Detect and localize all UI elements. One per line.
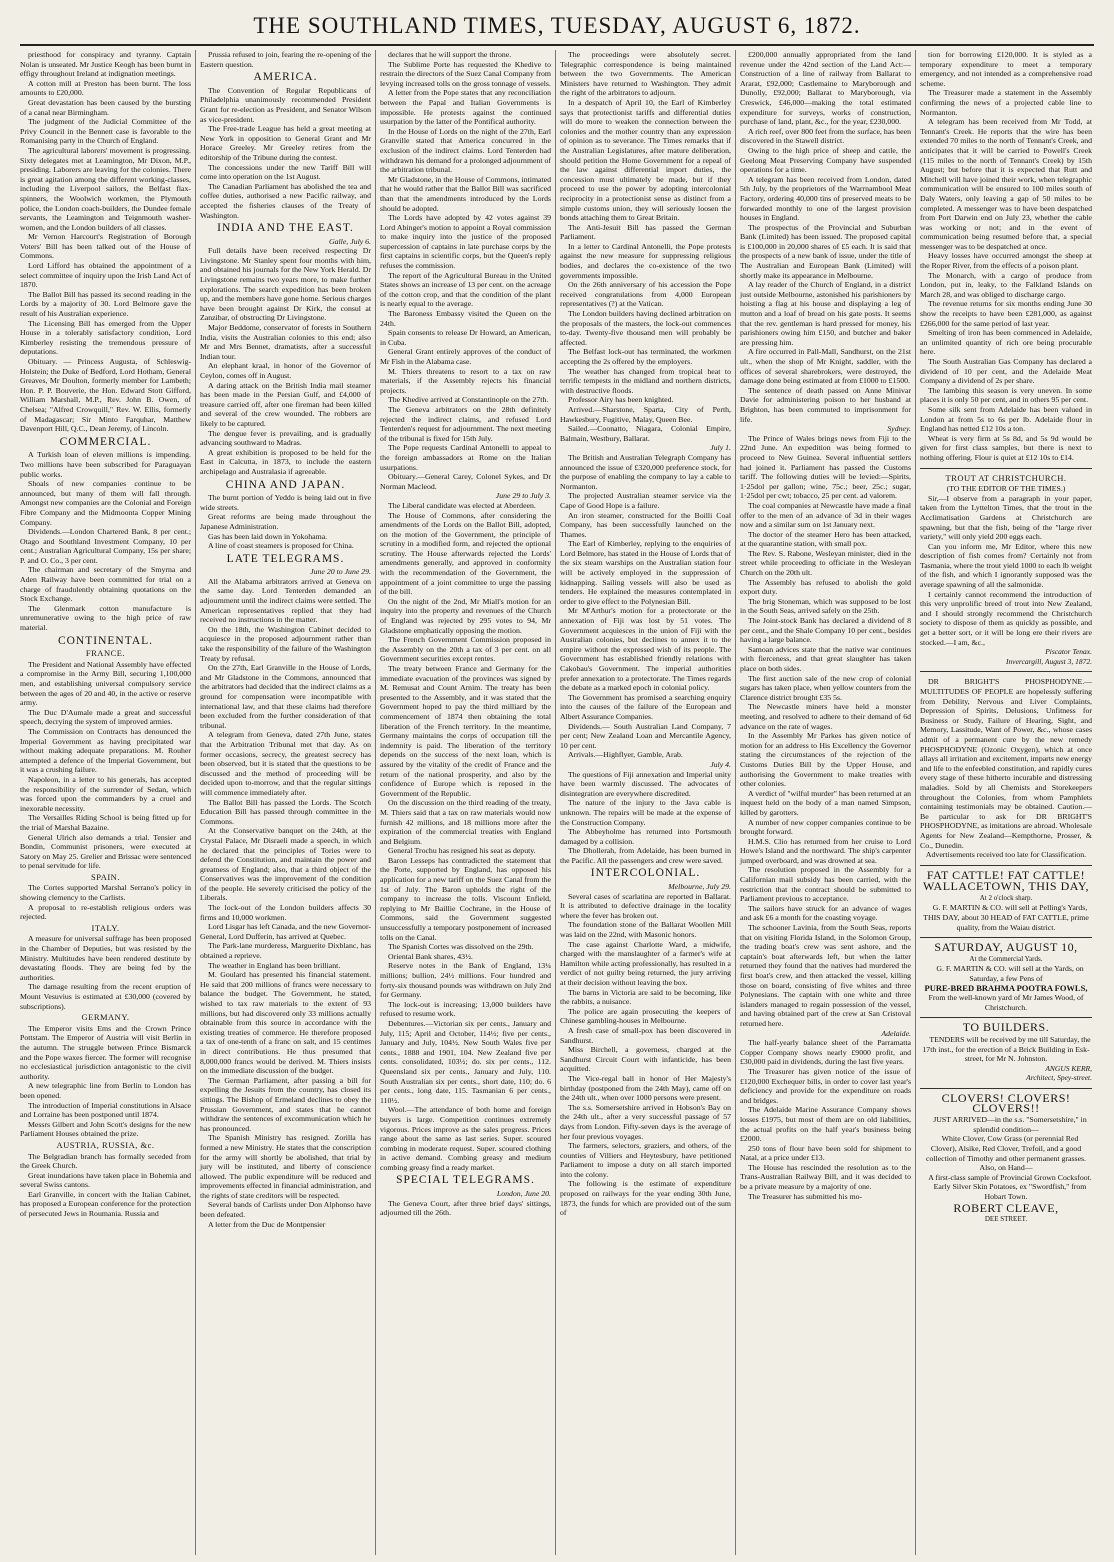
ad-time: At 2 o'clock sharp.	[979, 893, 1033, 902]
paragraph: The Earl of Kimberley, replying to the enquiries of Lord Belmore, has stated in the House of Lords that of the six steam warships on the Australian station four will be actively employed in the suppression of kidnapping. Sailing vessels will also be used as tenders. He explained the measures contemplated in order to give effect to the Polynesian Bill.	[560, 539, 731, 606]
paragraph: The Abbeyholme has returned into Portsmouth damaged by a collision.	[560, 827, 731, 846]
paragraph: All the Alabama arbitrators arrived at Geneva on the same day. Lord Tenterden demanded an adjournment until the indirect claims were settled. The American representatives replied that they had received no instructions in the matter.	[200, 576, 371, 625]
paragraph: The Vice-regal ball in honor of Her Majesty's birthday (postponed from the 24th May), came off on the 24th ult., when over 1000 persons were present.	[560, 1073, 731, 1103]
paragraph: Some silk sent from Adelaide has been valued in London at from 5s to 6s per lb. Adelaide flour in England has netted £12 10s a ton.	[920, 404, 1092, 434]
paragraph: I certainly cannot recommend the introduction of this very unprolific breed of trout into New Zealand, and I should strongly recommend the Christchurch society to dispose of them as quickly as possible, and get a better sort, or it will be long ere their rivers are stocked.—I am, &c.,	[920, 589, 1092, 647]
paragraph: Great reforms are being made throughout the Japanese Administration.	[200, 512, 371, 531]
ad-body: JUST ARRIVED—in the s.s. "Somersetshire," in splendid condition—	[933, 1115, 1087, 1134]
paragraph: Gas has been laid down in Yokohama.	[208, 531, 328, 541]
paragraph: The treaty between France and Germany for the immediate evacuation of the provinces was signed by M. Remusat and Count Arnim. The treaty has been presented to the Assembly, and it was stated that the Government hoped to pay the third milliard by the commencement of 1874 then obtaining the total liberation of the French territory. In the meantime, Germany maintains the corps of occupation till the indemnity is paid. The liberation of the territory depends on the success of the next loan, which is assured by the vitality of the credit of France and the return of the national prosperity, and also by the confidence of Europe which is reposed in the Government of the Republic.	[380, 664, 551, 798]
paragraph: The prospectus of the Provincial and Suburban Bank (Limited) has been issued. The proposed capital is £100,000 in 20,000 shares of £5 each. It is said that the prospects of a new bank of issue, under the title of The Australian and European Bank (Limited) will shortly make its appearance in Melbourne.	[740, 222, 911, 280]
letter-address: (TO THE EDITOR OF THE TIMES.)	[946, 484, 1066, 494]
paragraph: Professor Airy has been knighted.	[568, 395, 674, 405]
paragraph: M. Thiers threatens to resort to a tax on raw materials, if the Assembly rejects his financial projects.	[380, 366, 551, 395]
dateline: London, June 20.	[496, 1189, 551, 1199]
paragraph: General Ulrich also demands a trial. Tensier and Bondin, Communist prisoners, were executed at Satory on May 25. Grelier and Brissac were sentenced to penal servitude for life.	[20, 832, 191, 871]
subheading-germany: GERMANY.	[81, 1012, 130, 1023]
paragraph: The brig Stoneman, which was supposed to be lost in the South Seas, arrived safely on the 25th.	[740, 596, 911, 616]
section-heading-intercolonial: INTERCOLONIAL.	[590, 867, 701, 880]
ad-body: Early Silver Skin Potatoes, ex "Swordfish," from Hobart Town.	[933, 1182, 1087, 1201]
paragraph: Heavy losses have occurred amongst the sheep at the Roper River, from the effects of a poison plant.	[920, 251, 1092, 271]
paragraph: The Pope requests Cardinal Antonelli to appeal to the foreign ambassadors at Rome on the Italian usurpations.	[380, 443, 551, 472]
paragraph: Samoan advices state that the native war continues with fierceness, and that great slaughter has taken place on both sides.	[740, 644, 911, 673]
paragraph: The Sublime Porte has requested the Khedive to restrain the directors of the Suez Canal Company from levying increased tolls on the gross tonnage of vessels.	[380, 59, 551, 88]
paragraph: A verdict of "wilful murder" has been returned at an inquest held on the body of a man named Simpson, killed by garotters.	[740, 788, 911, 817]
subheading-france: FRANCE.	[85, 648, 126, 659]
paragraph: Major Beddome, conservator of forests in Southern India, visits the Australian colonies to this end; also Mr and Mrs Bennet, dramatists, after a successful Indian tour.	[200, 323, 371, 361]
paragraph: The weather has changed from tropical heat to terrific tempests in the midland and northern districts, with destructive floods.	[560, 366, 731, 395]
columns	[16, 50, 1098, 1555]
paragraph: The sailors have struck for an advance of wages and ask £6 a month for the coasting voyage.	[740, 903, 911, 923]
paragraph: Mr M'Arthur's motion for a protectorate or the annexation of Fiji was lost by 51 votes. The Government acquiesces in the union of Fiji with the Australian colonies, but declines to annex it to the empire without the expressed wish of its people. The Government has established friendly relations with Cakobau's Government. The imperial authorities prefer annexation to a protectorate. The Times regards the debate as a marked epoch in colonial policy.	[560, 606, 731, 693]
paragraph: Sailed.—Coonatto, Niagara, Colonial Empire, Balmain, Westbury, Ballarat.	[560, 424, 731, 443]
section-heading-special-telegrams: SPECIAL TELEGRAMS.	[396, 1174, 535, 1187]
paragraph: Lord Lisgar has left Canada, and the new Governor-General, Lord Dufferin, has arrived at Quebec.	[200, 922, 371, 941]
paragraph: Dividends.— South Australian Land Company, 7 per cent; New Zealand Loan and Mercantile Agency, 10 per cent.	[560, 721, 731, 750]
masthead: THE SOUTHLAND TIMES, TUESDAY, AUGUST 6, 1872.	[20, 10, 1094, 46]
paragraph: At the Conservative banquet on the 24th, at the Crystal Palace, Mr Disraeli made a speech, in which he declared that the principles of Tories were to defend the Constitution, and maintain the power and greatness of England; also, that a third object of the Conservatives was the improvement of the condition of the people. He severely criticised the policy of the Liberals.	[200, 826, 371, 903]
paragraph: Great devastation has been caused by the bursting of a canal near Birmingham.	[20, 97, 191, 117]
paragraph: The lambing this season is very uneven. In some places it is only 50 per cent, and in others 95 per cent.	[920, 385, 1092, 405]
paragraph: The first auction sale of the new crop of colonial sugars has taken place, when yellow counters from the Clarence district brought £35 5s.	[740, 673, 911, 702]
subheading-austria: AUSTRIA, RUSSIA, &c.	[56, 1139, 155, 1150]
paragraph: The damage resulting from the recent eruption of Mount Vesuvius is estimated at £30,000 (covered by subscriptions).	[20, 982, 191, 1011]
paragraph: The Duc D'Aumale made a great and successful speech, decrying the system of improved armies.	[20, 707, 191, 727]
paragraph: The House has rescinded the resolution as to the Trans-Australian Railway Bill, and it was decided to be a private measure by a majority of one.	[740, 1162, 911, 1192]
paragraph: The Commission on Contracts has denounced the Imperial Government as having precipitated war without making adequate preparations. M. Rouher attempted a defence of the Imperial Government, but it was a crushing failure.	[20, 726, 191, 775]
paragraph: Sir,—I observe from a paragraph in your paper, taken from the Lyttelton Times, that the trout in the Acclimatisation Gardens at Christchurch are spawning, but that the fish, being of the "large river variety," will only yield 200 eggs each.	[920, 493, 1092, 542]
divider	[920, 1088, 1092, 1089]
dateline: June 29 to July 3.	[495, 491, 551, 501]
paragraph: Arrived.—Sharstone, Sparta, City of Perth, Hawkesbury, Fugitive, Malay, Queen Bee.	[560, 404, 731, 424]
paragraph: The Geneva arbitrators on the 28th definitely rejected the indirect claims, and refused Lord Tenterden's request for adjournment. The next meeting of the tribunal is fixed for 15th July.	[380, 404, 551, 443]
paragraph: A Turkish loan of eleven millions is impending. Two millions have been subscribed for Paraguayan public works.	[20, 450, 191, 479]
paragraph: The Lords have adopted by 42 votes against 39 Lord Abinger's motion to appoint a Royal commission to make inquiry into the justice of the proposed supercession of captains in late purchase corps by the first captains in scientific corps, but the Queen's reply refuses the commission.	[380, 213, 551, 271]
paragraph: The Rev. S. Rabone, Wesleyan minister, died in the street while proceeding to officiate in the Wesleyan Church on the 20th ult.	[740, 548, 911, 578]
paragraph: The Cortes supported Marshal Serrano's policy in showing clemency to the Carlists.	[20, 883, 191, 903]
paragraph: Shoals of new companies continue to be announced, but many of them will fall through. Amongst new companies are the Colonial and Foreign Fibre Company and the Midmoonta Copper Mining Company.	[20, 479, 191, 527]
paragraph: A fresh case of small-pox has been discovered in Sandhurst.	[560, 1025, 731, 1045]
paragraph: The London builders having declined arbitration on the proposals of the masters, the lock-out commences to-day. Twenty-five thousand men will probably be affected.	[560, 309, 731, 347]
ad-body: A first-class sample of Provincial Grown Cocksfoot.	[928, 1172, 1092, 1182]
ad-title: CLOVERS! CLOVERS! CLOVERS!!	[941, 1090, 1071, 1115]
column-5	[736, 50, 916, 1555]
ad-body: Also, on Hand—	[979, 1163, 1033, 1173]
paragraph: A letter from the Duc de Montpensier	[208, 1219, 326, 1229]
paragraph: The report of the Agricultural Bureau in the United States shows an increase of 13 per cent. on the acreage of the cotton crop, and that the condition of the plant is nearly equal to the average.	[380, 270, 551, 309]
paragraph: A great exhibition is proposed to be held for the East in Calcutta, in 1873, to include the eastern archipelago and Australasia if agreeable.	[200, 447, 371, 476]
paragraph: The Joint-stock Bank has declared a dividend of 8 per cent., and the Shale Company 10 per cent., besides having a large balance.	[740, 616, 911, 645]
paragraph: On the 27th, Earl Granville in the House of Lords, and Mr Gladstone in the Commons, announced that the arbitrators had decided that the indirect claims as a ground for compensation were incompatible with international law, and that these claims had therefore been excluded from the further consideration of that tribunal.	[200, 663, 371, 730]
paragraph: On the 18th, the Washington Cabinet decided to acquiesce in the proposed adjournment rather than take the responsibility of the failure of the Washington Treaty by refusal.	[200, 624, 371, 663]
dateline: Sydney.	[887, 424, 911, 434]
paragraph: The agricultural laborers' movement is progressing. Sixty delegates met at Leamington, Mr Dixon, M.P., presiding. Laborers are leaving for the colonies. There is great agitation among the different working-classes, including the Liverpool sailors, the Belfast flax-spinners, the Woolwich workmen, the Plymouth police, the London coach-builders, the Dundee female servants, the Leamington and Teignmouth washer-women, and the London builders of all classes.	[20, 145, 191, 232]
subheading-spain: SPAIN.	[91, 871, 120, 882]
ad-signature: ROBERT CLEAVE,	[953, 1200, 1059, 1215]
paragraph: A rich reef, over 800 feet from the surface, has been discovered in the Stawell district.	[740, 126, 911, 146]
ad-title: FAT CATTLE! FAT CATTLE!	[926, 867, 1086, 882]
paragraph: On the discussion on the third reading of the treaty, M. Thiers said that a tax on raw materials would now furnish 42 millions, and 18 millions more after the expiration of the commercial treaties with England and Belgium.	[380, 798, 551, 846]
paragraph: The Adelaide Marine Assurance Company shows losses £1975, but most of them are on old liabilities, the actual profits on the half year's business being £2000.	[740, 1105, 911, 1144]
paragraph: The introduction of Imperial constitutions in Alsace and Lorraine has been postponed until 1874.	[20, 1100, 191, 1120]
paragraph: Napoleon, in a letter to his generals, has accepted the responsibility of the surrender of Sedan, which was forced upon the commanders by a cruel and inexorable necessity.	[20, 774, 191, 813]
paragraph: A proposal to re-establish religious orders was rejected.	[20, 902, 191, 922]
paragraph: Earl Granville, in concert with the Italian Cabinet, has proposed a European conference for the protection of persecuted Jews in Roumania. Russia and	[20, 1189, 191, 1219]
paragraph: The Licensing Bill has emerged from the Upper House in a tolerably satisfactory condition, Lord Kimberley resisting the tremendous pressure of deputations.	[20, 318, 191, 357]
advertisement-fowls	[920, 940, 1092, 1012]
paragraph: M. Goulard has presented his financial statement. He said that 200 millions of francs were necessary to balance the budget. The Government, he stated, wished to tax raw materials to the extent of 93 millions, but had discovered only 33 millions actually obtainable from this source in accordance with the existing treaties of commerce. He therefore proposed a tax of one-tenth of a franc on salt, and 15 centimes in direct contributions. He thus presumed that 8,000,000 francs would be derived. M. Thiers insists on the immediate discussion of the budget.	[200, 970, 371, 1076]
paragraph: The half-yearly balance sheet of the Parramatta Copper Company shows nearly £9000 profit, and £30,000 paid in dividends, during the last five years.	[740, 1038, 911, 1067]
dateline: Galle, July 6.	[328, 236, 371, 246]
paragraph: Mr Vernon Harcourt's Registration of Borough Voters' Bill has been talked out of the House of Commons.	[20, 232, 191, 261]
paragraph: The Belgradian branch has formally seceded from the Greek Church.	[20, 1151, 191, 1171]
ad-body: G. F. MARTIN & CO. will sell at the Yards, on Saturday, a few Pens of	[936, 964, 1084, 984]
column-6	[916, 50, 1096, 1555]
paragraph: The House of Commons, after considering the amendments of the Lords on the Ballot Bill, adopted, on the motion of the Government, the principle of scrutiny in a modified form, and rejected the optional scrutiny. The House afterwards rejected the Lords' amendments generally, and approved in conformity with the recommendation of the Government, the appointment of a joint committee to urge the passing of the bill.	[380, 510, 551, 597]
paragraph: General Grant entirely approves of the conduct of Mr Fish in the Alabama case.	[380, 347, 551, 366]
dateline: June 20 to June 29.	[310, 567, 371, 577]
paragraph: Reserve notes in the Bank of England, 13¼ millions; bullion, 24½ millions. Four hundred and forty-six thousand pounds was withdrawn on July 2nd for Germany.	[380, 961, 551, 1000]
paragraph: The coal companies at Newcastle have made a final offer to the men of an advance of 3d in their wages now and a similar sum on 1st January next.	[740, 500, 911, 530]
paragraph: The Versailles Riding School is being fitted up for the trial of Marshal Bazaine.	[20, 813, 191, 832]
paragraph: The British and Australian Telegraph Company has announced the issue of £320,000 preference stock, for the purpose of enabling the company to lay a cable to Normanton.	[560, 452, 731, 491]
section-heading-late-telegrams: LATE TELEGRAMS.	[226, 552, 345, 565]
paragraph: The judgment of the Judicial Committee of the Privy Council in the Bennett case is favorable to the Romanising party in the Church of England.	[20, 117, 191, 146]
advertisement-phosphodyne: DR BRIGHT'S PHOSPHODYNE.—MULTITUDES OF PEOPLE are hopelessly suffering from Debility, Nervous and Liver Complaints, Depression of Spirits, Delusions, Unfitness for Business or Study, Failure of Hearing, Sight, and Memory, Lassitude, Want of Power, &c., whose cases admit of a permanent cure by the new remedy PHOSPHODYNE (Ozonic Oxygen), which at once allays all irritation and excitement, imparts new energy and life to the enfeebled constitution, and rapidly cures every stage of these hitherto incurable and distressing maladies. Sold by all Chemists and Storekeepers throughout the Colonies, from whom Pamphlets containing testimonials may be obtained. Caution.—Be particular to ask for DR BRIGHT'S PHOSPHODYNE, as imitations are abroad. Wholesale Agents for New Zealand—Kempthorne, Prosser, & Co., Dunedin.	[920, 677, 1093, 850]
paragraph: A daring attack on the British India mail steamer has been made in the Persian Gulf, and £4,000 of treasure carried off, after one fireman had been killed and several of the crew wounded. The robbers are likely to be captured.	[200, 380, 371, 428]
ad-body: TENDERS will be received by me till Saturday, the 17th inst., for the erection of a Brick Building in Esk-street, for Mr N. Johnston.	[922, 1035, 1091, 1064]
paragraph: The dengue fever is prevailing, and is gradually advancing southward to Madras.	[200, 428, 371, 448]
letter-date: Invercargill, August 3, 1872.	[1006, 656, 1092, 666]
paragraph: A lay reader of the Church of England, in a district just outside Melbourne, astonished his parishioners by hoisting a flag at his house and displaying a leg of mutton and a loaf of bread on his gate posts. It seems that the rev. gentleman is hard pressed for money, his parishioners owing him £150, and butcher and baker are pressing him.	[740, 280, 911, 347]
paragraph: Dividends.—London Chartered Bank, 8 per cent.; Otago and Southland Investment Company, 10 per cent.; Australian Agricultural Company, 15s per share; P. and O. Co., 3 per cent.	[20, 527, 191, 565]
paragraph: The burnt portion of Yeddo is being laid out in five wide streets.	[200, 493, 371, 512]
paragraph: priesthood for conspiracy and tyranny. Captain Nolan is unseated. Mr Justice Keogh has been burnt in effigy throughout Ireland at indignation meetings.	[20, 50, 191, 79]
paragraph: Great inundations have taken place in Bohemia and several Swiss cantons.	[20, 1170, 191, 1190]
paragraph: Wheat is very firm at 5s 8d, and 5s 9d would be given for first class samples, but there is next to nothing offering. Flour is quiet at £12 10s to £14.	[920, 433, 1092, 462]
paragraph: Full details have been received respecting Dr Livingstone. Mr Stanley spent four months with him, and obtained his journals for the New York Herald. Dr Livingstone remains two years more, to make further explorations. The search expedition has been broken up, and the members have gone home. Serious charges have been brought against Dr Kirk, the consul at Zanzibar, of obstructing Dr Livingstone.	[200, 246, 371, 323]
paragraph: The case against Charlotte Ward, a midwife, charged with the manslaughter of a farmer's wife at Hamilton while acting professionally, has resulted in a verdict of not guilty being returned, the jury arriving at their decision without leaving the box.	[560, 939, 731, 987]
paragraph: The chairman and secretary of the Smyrna and Aden Railway have been committed for trial on a charge of fraudulently obtaining quotations on the Stock Exchange.	[20, 565, 191, 604]
paragraph: The Belfast lock-out has terminated, the workmen accepting the 2s offered by the employers.	[560, 347, 731, 366]
paragraph: Obituary. — Princess Augusta, of Schleswig-Holstein; the Duke of Bedford, Lord Hotham, General Greaves, Mr Doulton, formerly member for Lambeth; Hon. P. P. Bouverie, the Hon. Edward Stott Gifford, William Marshall, M.P., Rev. John B. Owen, of Chelsea; "Alfred Crowquill," Rev. W. Ellis, formerly of Madagascar; Sir Minto Farquhar, Matthew Davenport Hill, Q.C., Dean Jeremy, of Lincoln.	[20, 357, 191, 434]
paragraph: On the night of the 2nd, Mr Miall's motion for an inquiry into the property and revenues of the Church of England was rejected by 295 votes to 94, Mr Gladstone emphatically opposing the motion.	[380, 596, 551, 635]
paragraph: The resolution proposed in the Assembly for a Californian mail subsidy has been carried, with the restriction that the contract should be submitted to Parliament previous to acceptance.	[740, 865, 911, 904]
paragraph: The projected Australian steamer service via the Cape of Good Hope is a failure.	[560, 491, 731, 510]
paragraph: The Newcastle miners have held a monster meeting, and resolved to adhere to their demand of 6d advance on the rate of wages.	[740, 702, 911, 731]
paragraph: Prussia refused to join, fearing the re-opening of the Eastern question.	[200, 50, 371, 69]
paragraph: Baron Lesseps has contradicted the statement that the Porte, supported by England, has opposed his application for a new tariff on the Suez Canal from the 1st of July. The Baron upholds the right of the company to increase the tolls. Viscount Enfield, replying to Mr Baillie Cochrane, in the House of Commons, said the Government suggested unsuccessfully a temporary postponement of increased tolls on the Canal.	[380, 855, 551, 942]
paragraph: Mr Gladstone, in the House of Commons, intimated that he would rather that the Ballot Bill was sacrificed than that the amendments introduced by the Lords should be adopted.	[380, 174, 551, 213]
ad-highlight: PURE-BRED BRAHMA POOTRA FOWLS,	[924, 982, 1088, 993]
dateline: July 1.	[710, 443, 731, 453]
paragraph: The Glenmark cotton manufacture is unremunerative owing to the high price of raw material.	[20, 603, 191, 633]
paragraph: declares that he will support the throne.	[388, 50, 512, 59]
paragraph: In a despatch of April 10, the Earl of Kimberley says that protectionist tariffs and differential duties will do more to weaken the connection between the colonies and the mother country than any expression of opinion as to severance. The Times remarks that if the Australian Legislatures, after mature deliberation, should petition the Home Government for a repeal of the law against differential import duties, the concession must ultimately be made, but if they proceed to use the power by adopting intercolonial reciprocity in a protectionist sense as distinct from a simple customs union, they will seriously loosen the bonds attaching them to Great Britain.	[560, 97, 731, 223]
ad-title: SATURDAY, AUGUST 10,	[934, 940, 1078, 955]
paragraph: The foundation stone of the Ballarat Woollen Mill was laid on the 22nd, with Masonic honors.	[560, 920, 731, 940]
paragraph: Obituary.—General Carey, Colonel Sykes, and Dr Norman Macleod.	[380, 472, 551, 491]
dateline: Melbourne, July 29.	[668, 882, 731, 892]
paragraph: An iron steamer, constructed for the Boilli Coal Company, has been successfully launched on the Thames.	[560, 510, 731, 539]
paragraph: The farmers, selectors, graziers, and others, of the counties of Villiers and Heytesbury, have petitioned Parliament to impose a duty on all starch imported into the colony.	[560, 1141, 731, 1179]
ad-title: TO BUILDERS.	[962, 1020, 1050, 1035]
paragraph: The Spanish Ministry has resigned. Zorilla has formed a new Ministry. He states that the conscription for the army will shortly be abolished, that trial by jury will be instituted, and liberty of conscience allowed. The public expenditure will be reduced and improvements effected in financial administration, and the rights of state creditors will be respected.	[200, 1133, 371, 1200]
paragraph: The Treasurer has given notice of the issue of £120,000 Exchequer bills, in order to cover last year's deficiency and provide for the expenditure on roads and bridges.	[740, 1066, 911, 1105]
paragraph: The Spanish Cortes was dissolved on the 29th.	[388, 942, 534, 952]
paragraph: The President and National Assembly have effected a compromise in the Army Bill, securing 1,100,000 men, and establishing universal compulsory service between the ages of 20 and 40, in the active or reserve army.	[20, 659, 191, 708]
ad-tail: From the well-known yard of Mr James Wood, of Christchurch.	[928, 993, 1084, 1012]
ad-signature: ANGUS KERR,	[1045, 1063, 1092, 1073]
section-heading-america: AMERICA.	[253, 71, 318, 84]
paragraph: A number of new copper companies continue to be brought forward.	[740, 817, 911, 837]
paragraph: A fire occurred in Pall-Mall, Sandhurst, on the 21st ult., when the shop of Mr Knight, saddler, with the offices of several sharebrokers, were destroyed, the damage done being estimated at from £1000 to £1500.	[740, 347, 911, 386]
dateline: July 4.	[710, 759, 731, 769]
paragraph: The nature of the injury to the Java cable is unknown. The repairs will be made at the expense of the Construction Company.	[560, 798, 731, 827]
section-heading-continental: CONTINENTAL.	[57, 634, 154, 647]
paragraph: Can you inform me, Mr Editor, where this new description of fish comes from? Certainly not from Tasmania, where the trout yield 1000 to each lb weight of the fish, and which I ignorantly supposed was the average spawning of all the salmonidæ.	[920, 541, 1092, 590]
paragraph: The questions of Fiji annexation and Imperial unity have been warmly discussed. The advocates of disintegration are everywhere discredited.	[560, 769, 731, 798]
paragraph: An elephant kraal, in honor of the Governor of Ceylon, comes off in August.	[200, 361, 371, 380]
paragraph: The Geneva Court, after three brief days' sittings, adjourned till the 26th.	[380, 1198, 551, 1218]
paragraph: In a letter to Cardinal Antonelli, the Pope protests against the new measure for suppressing religious bodies, and declares the co-existence of the two governments impossible.	[560, 241, 731, 280]
advertisement-builders	[920, 1020, 1092, 1083]
paragraph: The Government has promised a searching enquiry into the causes of the failure of the European and Albert Assurance Companies.	[560, 692, 731, 721]
paragraph: The Dhollerah, from Adelaide, has been burned in the Pacific. All the passengers and crew were saved.	[560, 846, 731, 865]
paragraph: The police are again prosecuting the keepers of Chinese gambling-houses in Melbourne.	[560, 1006, 731, 1026]
section-heading-india: INDIA AND THE EAST.	[217, 222, 354, 235]
paragraph: The s.s. Somersetshire arrived in Hobson's Bay on the 24th ult., after a very successful passage of 57 days from London. Fifty-seven days is the average of her four previous voyages.	[560, 1102, 731, 1141]
paragraph: The Ballot Bill has passed its second reading in the Lords by a majority of 30. Lord Belmore gave the result of his Australian experience.	[20, 289, 191, 319]
paragraph: 250 tons of flour have been sold for shipment to Natal, at a price under £13.	[740, 1143, 911, 1163]
paragraph: A new telegraphic line from Berlin to London has been opened.	[20, 1081, 191, 1100]
paragraph: The concessions under the new Tariff Bill will come into operation on the 1st August.	[200, 162, 371, 182]
ad-body: White Clover, Cow Grass (or perennial Red Clover), Alsike, Red Clover, Trefoil, and a good collection of Timothy and other permanent grasses.	[925, 1134, 1087, 1163]
letter-signature: Piscator Tenax.	[1045, 647, 1092, 657]
paragraph: The Khedive arrived at Constantinople on the 27th.	[388, 395, 549, 405]
paragraph: The Prince of Wales brings news from Fiji to the 22nd June. An expedition was being formed to proceed to New Guinea. Several influential settlers had joined it. Parliament has passed the Customs tariff. The following duties will be levied:—Spirits, 1·25dol per gallon; wine, 75c.; beer, 25c.; sugar, 1·25dol per cwt; tobacco, 25 per cent. ad valorem.	[740, 433, 911, 501]
paragraph: On the 26th anniversary of his accession the Pope received congratulations from 4,000 European representatives (?) at the Vatican.	[560, 280, 731, 309]
paragraph: Wool.—The attendance of both home and foreign buyers is large. Competition continues extremely vigorous. Prices improve as the sales progress. Prices range about the same as last series. Super. scoured combing in moderate request. Super. scoured clothing in active demand. Combing greasy and medium combing greasy find a ready market.	[380, 1105, 551, 1172]
paragraph: Arrivals.—Highflyer, Gamble, Arab.	[568, 750, 683, 760]
section-heading-china: CHINA AND JAPAN.	[225, 478, 346, 491]
paragraph: Miss Birchell, a governess, charged at the Sandhurst Circuit Court with infanticide, has been acquitted.	[560, 1045, 731, 1074]
paragraph: Debentures.—Victorian six per cents., January and July, 115; April and October, 114½; five per cents., January and July, 104½. New South Wales five per cents., 1888 and 1901, 104. New Zealand five per cents. consolidated, 103½; do. six per cents., 112. Queensland six per cents., January and July, 110. South Australian six per cents., short date, 110; do. 6 per cents., long date, 115. Tasmanian 6 per cents., 110½.	[380, 1018, 551, 1105]
column-3	[376, 50, 556, 1555]
column-4	[556, 50, 736, 1555]
paragraph: The Treasurer made a statement in the Assembly confirming the news of a projected cable line to Normanton.	[920, 88, 1092, 117]
paragraph: A telegram from Geneva, dated 27th June, states that the Arbitration Tribunal met that day. As on former occasions, secrecy, the greatest secrecy has been observed, but it is stated that the questions to be discussed and the method of proceeding will be decided upon to-morrow, and that the regular sittings will commence immediately after.	[200, 730, 371, 797]
paragraph: The Anti-Jesuit Bill has passed the German Parliament.	[560, 222, 731, 242]
section-heading-trout: TROUT AT CHRISTCHURCH.	[945, 472, 1067, 483]
paragraph: £200,000 annually appropriated from the land revenue under the 42nd section of the Land Act:—Construction of a line of railway from Ballarat to Ararat, £92,000; Castlemaine to Maryborough and Dunolly, £92,000; Ballarat to Maryborough, via Creswick, £46,000—making the total estimated expenditure for surveys, works of construction, purchase of land, plant, &c., for the year, £230,000.	[740, 50, 911, 127]
paragraph: The Park-lane murderess, Marguerite Dixblanc, has obtained a reprieve.	[200, 941, 371, 961]
paragraph: The French Government Commission proposed in the Assembly on the 20th a tax of 3 per cent. on all Government securities except rentes.	[380, 635, 551, 664]
paragraph: A measure for universal suffrage has been proposed in the Chamber of Deputies, but was resisted by the Ministry. Multitudes have been rendered destitute by devastating floods. They are being fed by the authorities.	[20, 934, 191, 982]
paragraph: A letter from the Pope states that any reconciliation between the Papal and Italian Governments is impossible. He protests against the continued usurpation by the latter of the Pontifical authority.	[380, 88, 551, 127]
paragraph: The barns in Victoria are said to be becoming, like the rabbits, a nuisance.	[560, 987, 731, 1007]
paragraph: The Canadian Parliament has abolished the tea and coffee duties, authorised a new Pacific railway, and accepted the fisheries clauses of the Treaty of Washington.	[200, 181, 371, 220]
paragraph: The lock-out is increasing; 13,000 builders have refused to resume work.	[380, 999, 551, 1019]
paragraph: The lock-out of the London builders affects 30 firms and 10,000 workmen.	[200, 903, 371, 922]
ad-signature-title: Architect, Spey-street.	[1026, 1073, 1092, 1083]
paragraph: Several cases of scarlatina are reported in Ballarat. It is attributed to defective drainage in the locality where the fever has broken out.	[560, 891, 731, 920]
paragraph: In the House of Lords on the night of the 27th, Earl Granville stated that America concurred in the exclusion of the indirect claims. Lord Tenterden had withdrawn his demand for a prolonged adjournment of the arbitration tribunal.	[380, 126, 551, 175]
paragraph: The Assembly has refused to abolish the gold export duty.	[740, 577, 911, 597]
paragraph: A telegram has been received from Mr Todd, at Tennant's Creek. He reports that the wire has been extended 70 miles to the north of Tennant's Creek, and anticipates that it will be carried to Powell's Creek (115 miles to the north of Tennant's Creek) by 15th August; but before that it is expected that Rutt and Mitchell will have joined their work, when telegraphic communication will be ensured to 100 miles south of Daly Waters, only leaving a gap of 50 miles to be completed. A messenger was to have been despatched from Port Darwin end on July 23, whether the cable was working or not; and in the event of communication being resumed before that, a special messenger was to be despatched at once.	[920, 117, 1092, 251]
divider	[920, 865, 1092, 866]
advertisement-clovers	[920, 1090, 1092, 1225]
paragraph: H.M.S. Clio has returned from her cruise to Lord Howe's Island and the northward. The ship's carpenter jumped overboard, and was drowned at sea.	[740, 836, 911, 865]
paragraph: A line of coast steamers is proposed for China.	[208, 541, 354, 551]
dateline: Adelaide.	[881, 1028, 911, 1038]
subheading-italy: ITALY.	[91, 922, 120, 933]
ad-subtitle: At the Commercial Yards.	[969, 954, 1043, 963]
paragraph: Spain consents to release Dr Howard, an American, in Cuba.	[380, 328, 551, 347]
paragraph: A cotton mill at Preston has been burnt. The loss amounts to £20,000.	[20, 78, 191, 98]
paragraph: Oriental Bank shares, 43½.	[388, 951, 473, 961]
paragraph: General Trochu has resigned his seat as deputy.	[388, 846, 536, 856]
paragraph: The South Australian Gas Company has declared a dividend of 10 per cent, and the Adelaide Meat Company a dividend of 2s per share.	[920, 357, 1092, 386]
column-1	[16, 50, 196, 1555]
paragraph: The Emperor visits Ems and the Crown Prince Pottstam. The Emperor of Austria will visit Berlin in the autumn. The struggle between Prince Bismarck and the Pope waxes fiercer. The former will recognise no ecclesiastical jurisdiction antagonistic to the civil authority.	[20, 1023, 191, 1081]
paragraph: The Monarch, with a cargo of produce from London, put in, leaky, to the Falkland Islands on March 28, and was obliged to discharge cargo.	[920, 270, 1092, 299]
paragraph: The revenue returns for six months ending June 30 show the receipts to have been £281,000, as against £266,000 for the same period of last year.	[920, 299, 1092, 328]
paragraph: Messrs Gilbert and John Scott's designs for the new Parliament Houses obtained the prize.	[20, 1119, 191, 1139]
paragraph: The Convention of Regular Republicans of Philadelphia unanimously recommended President Grant for re-election as President, and Senator Wilson as vice-president.	[200, 85, 371, 124]
paragraph: The Baroness Embassy visited the Queen on the 24th.	[380, 309, 551, 328]
paragraph: The weather in England has been brilliant.	[208, 960, 341, 970]
paragraph: Several bands of Carlists under Don Alphonso have been defeated.	[200, 1200, 371, 1220]
ad-address: DEE STREET.	[984, 1215, 1028, 1224]
paragraph: The following is the estimate of expenditure proposed on railways for the year ending 30th June, 1873, the funds for which are provided out of the sum of	[560, 1179, 731, 1218]
divider	[920, 468, 1092, 469]
paragraph: The Free-trade League has held a great meeting at New York in opposition to General Grant and Mr Horace Greeley. Mr Greeley retires from the editorship of the Tribune during the contest.	[200, 124, 371, 162]
paragraph: The doctor of the steamer Hero has been attacked, at the quarantine station, with small pox.	[740, 529, 911, 549]
paragraph: The schooner Lavinia, from the South Seas, reports that on visiting Florida Island, in the Solomon Group, the trading boat's crew was sent ashore, and the captain's boat afterwards left, but when the latter returned they found that the natives had murdered the first boat's crew, and then attacked the vessel, killing those on board, consisting of five whites and three Polynesians. The captain with one white and three islanders managed to regain possession of the vessel, and having obtained part of the crew at San Cristoval returned here.	[740, 923, 911, 1028]
divider	[920, 937, 1092, 938]
paragraph: The Liberal candidate was elected at Aberdeen.	[388, 500, 536, 510]
ad-place: WALLACETOWN, THIS DAY,	[923, 879, 1089, 894]
paragraph: Lord Lifford has obtained the appointment of a select committee of inquiry upon the Irish Land Act of 1870.	[20, 261, 191, 290]
paragraph: The Ballot Bill has passed the Lords. The Scotch Education Bill has passed through committee in the Commons.	[200, 797, 371, 826]
paragraph: The Treasurer has submitted his mo-	[748, 1191, 863, 1201]
paragraph: The sentence of death passed on Anne Minivar Davie for administering poison to her husband at Brighton, has been commuted to imprisonment for life.	[740, 385, 911, 424]
advertisements-note: Advertisements received too late for Classification.	[925, 850, 1087, 860]
paragraph: Smelting of iron has been commenced in Adelaide, an unlimited quantity of rich ore being procurable here.	[920, 328, 1092, 357]
divider	[920, 1017, 1092, 1018]
paragraph: Owing to the high price of sheep and cattle, the Geelong Meat Preserving Company have suspended operations for a time.	[740, 145, 911, 175]
divider	[920, 671, 1092, 672]
paragraph: tion for borrowing £120,000. It is styled as a temporary expenditure to meet a temporary emergency, and not intended as a comprehensive road scheme.	[920, 50, 1092, 88]
paragraph: The German Parliament, after passing a bill for expelling the Jesuits from the country, has closed its sittings. The Bishop of Ermeland declines to obey the Prussian Government, and states that he cannot withdraw the sentences of excommunication which he has pronounced.	[200, 1075, 371, 1133]
advertisement-fat-cattle	[920, 867, 1092, 933]
paragraph: A telegram has been received from London, dated 5th July, by the proprietors of the Warrnambool Meat Factory, ordering 40,000 tins of preserved meats to be forwarded monthly to one of the largest provision houses in England.	[740, 174, 911, 223]
paragraph: In the Assembly Mr Parkes has given notice of motion for an address to His Excellency the Governor stating the circumstances of the rejection of the Customs Duties Bill by the Upper House, and authorising the Government to make treaties with other colonies.	[740, 731, 911, 789]
section-heading-commercial: COMMERCIAL.	[59, 435, 152, 448]
column-2	[196, 50, 376, 1555]
paragraph: The proceedings were absolutely secret. Telegraphic correspondence is being maintained between the two Governments. The American Ministers have returned to Washington. They admit the right of the arbitrators to adjourn.	[560, 50, 731, 98]
ad-body: G. F. MARTIN & CO. will sell at Pelling's Yards, THIS DAY, about 30 HEAD of FAT CATTLE, prime quality, from the Waiau district.	[923, 903, 1089, 932]
